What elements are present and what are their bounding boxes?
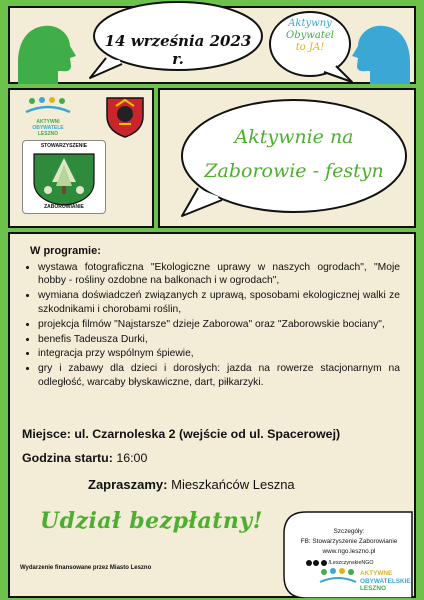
funding-note: Wydarzenie finansowane przez Miasto Leszno (20, 565, 152, 571)
event-title-line1: Aktywnie na (234, 126, 354, 148)
bottom-logo-line2: OBYWATELSKIE (360, 577, 411, 585)
slogan-line1: Aktywny (288, 18, 332, 29)
program-item: • integracja przy wspólnym śpiewie, (38, 347, 400, 360)
logo1-line2: OBYWATELE (32, 125, 64, 131)
details-website: www.ngo.leszno.pl (322, 548, 376, 555)
logo1-line1: AKTYWNI (36, 119, 60, 125)
details-block (288, 527, 410, 557)
event-date: 14 września 2023 r. (104, 32, 252, 68)
zaborowianie-logo-bottom-text: ZABOROWIANIE (44, 204, 84, 210)
start-time-label: Godzina startu: (22, 451, 113, 465)
slogan-line3: to JA! (295, 42, 325, 53)
head-silhouette-right-icon (344, 14, 414, 84)
program-item: • wystawa fotograficzna "Ekologiczne uprawy w naszych ogrodach", "Moje hobby - rośliny ozdobne na balkonach i w ogrodach", (38, 261, 400, 288)
program-item: • benefis Tadeusza Durki, (38, 333, 400, 346)
details-facebook: FB: Stowarzyszenie Zaborowianie (300, 538, 398, 545)
bottom-logo-line1: AKTYWNE (360, 570, 393, 577)
people-logo-icon (24, 96, 72, 114)
aktywni-obywatele-logo (16, 96, 80, 136)
details-title: Szczegóły: (333, 528, 365, 535)
program-item: • gry i zabawy dla dzieci i dorosłych: jazda na rowerze stacjonarnym na odległość, warcaby błyskawiczne, dart, piłkarzyki. (38, 362, 400, 389)
invitation-value: Mieszkańców Leszna (171, 477, 295, 492)
aktywne-obywatelskie-logo-icon (318, 566, 358, 584)
social-handle: /LeszczynskieNGO (328, 560, 374, 566)
start-time-line (22, 451, 147, 465)
free-entry-text: Udział bezpłatny! (40, 508, 263, 534)
invitation-label: Zapraszamy: (88, 477, 168, 492)
program-heading: W programie: (30, 245, 101, 257)
bottom-logo-line3: LESZNO (360, 585, 386, 592)
aktywne-obywatelskie-logo-text (360, 570, 411, 593)
coat-of-arms-icon (102, 94, 148, 138)
event-location: Miejsce: ul. Czarnoleska 2 (wejście od ul. Spacerowej) (22, 427, 341, 441)
slogan-text (270, 18, 350, 54)
program-item: • wymiana doświadczeń związanych z uprawą, sposobami ekologicznej walki ze szkodnikami i chorobami roślin, (38, 289, 400, 316)
invitation-line (88, 477, 295, 492)
program-list (22, 261, 400, 389)
zaborowianie-logo-top-text: STOWARZYSZENIE (40, 143, 88, 149)
program-item: • projekcja filmów "Najstarsze" dzieje Zaborowa" oraz "Zaborowskie bociany", (38, 318, 400, 331)
head-silhouette-left-icon (14, 14, 84, 84)
program-list-wrapper (22, 261, 400, 391)
facebook-icon (306, 560, 312, 566)
logo1-line3: LESZNO (37, 131, 59, 137)
event-title-line2: Zaborowie - festyn (204, 160, 384, 182)
event-title (186, 120, 402, 188)
start-time-value: 16:00 (116, 451, 148, 465)
zaborowianie-crest-icon (30, 152, 98, 206)
slogan-line2: Obywatel (286, 30, 334, 41)
